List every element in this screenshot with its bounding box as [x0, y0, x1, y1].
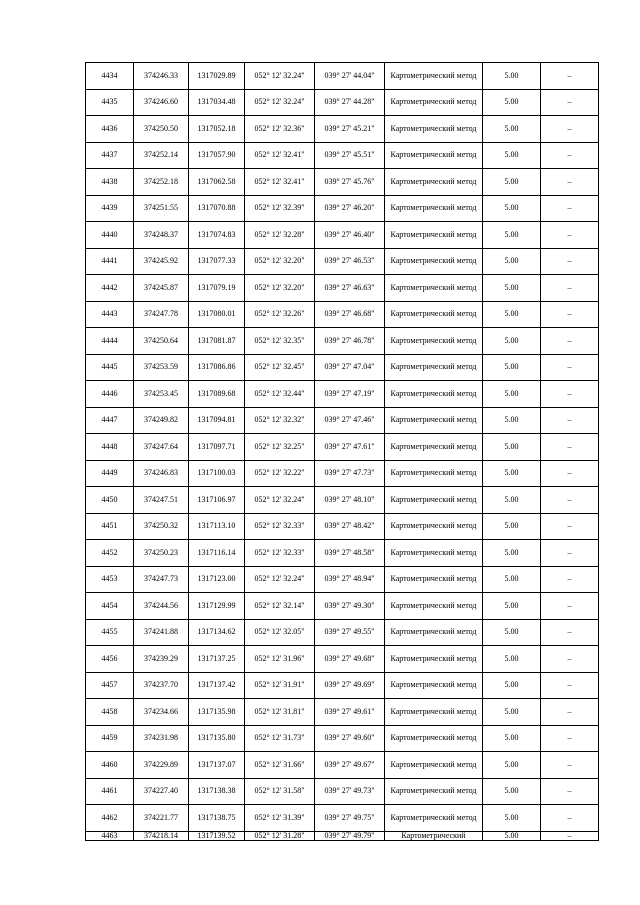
note-cell: – — [541, 460, 599, 487]
y-coordinate-cell: 1317116.14 — [189, 540, 245, 567]
accuracy-cell: 5.00 — [483, 275, 541, 302]
x-coordinate-cell: 374245.92 — [134, 248, 189, 275]
table-row — [86, 487, 599, 514]
x-coordinate-cell: 374252.14 — [134, 142, 189, 169]
table-row — [86, 513, 599, 540]
x-coordinate-cell: 374246.60 — [134, 89, 189, 116]
point-number-cell: 4451 — [86, 513, 134, 540]
coordinates-table — [85, 62, 599, 841]
accuracy-cell: 5.00 — [483, 354, 541, 381]
accuracy-cell: 5.00 — [483, 672, 541, 699]
method-cell: Картометрический метод — [385, 407, 483, 434]
accuracy-cell: 5.00 — [483, 778, 541, 805]
point-number-cell: 4453 — [86, 566, 134, 593]
method-cell: Картометрический метод — [385, 142, 483, 169]
longitude-cell: 039° 27' 47.19" — [315, 381, 385, 408]
point-number-cell: 4438 — [86, 169, 134, 196]
latitude-cell: 052° 12' 32.26" — [245, 301, 315, 328]
point-number-cell: 4462 — [86, 805, 134, 832]
accuracy-cell: 5.00 — [483, 699, 541, 726]
longitude-cell: 039° 27' 46.20" — [315, 195, 385, 222]
y-coordinate-cell: 1317089.68 — [189, 381, 245, 408]
accuracy-cell: 5.00 — [483, 460, 541, 487]
accuracy-cell: 5.00 — [483, 381, 541, 408]
point-number-cell: 4437 — [86, 142, 134, 169]
note-cell: – — [541, 778, 599, 805]
point-number-cell: 4441 — [86, 248, 134, 275]
y-coordinate-cell: 1317074.83 — [189, 222, 245, 249]
x-coordinate-cell: 374221.77 — [134, 805, 189, 832]
longitude-cell: 039° 27' 49.67" — [315, 752, 385, 779]
y-coordinate-cell: 1317138.38 — [189, 778, 245, 805]
longitude-cell: 039° 27' 47.73" — [315, 460, 385, 487]
point-number-cell: 4444 — [86, 328, 134, 355]
note-cell: – — [541, 619, 599, 646]
method-cell: Картометрический метод — [385, 699, 483, 726]
latitude-cell: 052° 12' 32.32" — [245, 407, 315, 434]
y-coordinate-cell: 1317077.33 — [189, 248, 245, 275]
method-cell: Картометрический метод — [385, 434, 483, 461]
accuracy-cell: 5.00 — [483, 566, 541, 593]
x-coordinate-cell: 374249.82 — [134, 407, 189, 434]
x-coordinate-cell: 374231.98 — [134, 725, 189, 752]
point-number-cell: 4439 — [86, 195, 134, 222]
accuracy-cell: 5.00 — [483, 487, 541, 514]
note-cell: – — [541, 328, 599, 355]
y-coordinate-cell: 1317135.80 — [189, 725, 245, 752]
table-row — [86, 116, 599, 143]
note-cell: – — [541, 354, 599, 381]
method-cell: Картометрический метод — [385, 646, 483, 673]
y-coordinate-cell: 1317057.90 — [189, 142, 245, 169]
latitude-cell: 052° 12' 32.33" — [245, 540, 315, 567]
point-number-cell: 4434 — [86, 63, 134, 90]
note-cell: – — [541, 142, 599, 169]
point-number-cell: 4454 — [86, 593, 134, 620]
x-coordinate-cell: 374247.78 — [134, 301, 189, 328]
y-coordinate-cell: 1317097.71 — [189, 434, 245, 461]
latitude-cell: 052° 12' 32.36" — [245, 116, 315, 143]
y-coordinate-cell: 1317052.18 — [189, 116, 245, 143]
accuracy-cell: 5.00 — [483, 142, 541, 169]
longitude-cell: 039° 27' 49.79" — [315, 831, 385, 840]
method-cell: Картометрический метод — [385, 672, 483, 699]
x-coordinate-cell: 374251.55 — [134, 195, 189, 222]
latitude-cell: 052° 12' 32.41" — [245, 169, 315, 196]
point-number-cell: 4463 — [86, 831, 134, 840]
point-number-cell: 4458 — [86, 699, 134, 726]
point-number-cell: 4445 — [86, 354, 134, 381]
method-cell: Картометрический метод — [385, 354, 483, 381]
method-cell: Картометрический метод — [385, 487, 483, 514]
longitude-cell: 039° 27' 48.10" — [315, 487, 385, 514]
longitude-cell: 039° 27' 45.21" — [315, 116, 385, 143]
method-cell: Картометрический метод — [385, 725, 483, 752]
x-coordinate-cell: 374227.40 — [134, 778, 189, 805]
method-cell: Картометрический метод — [385, 593, 483, 620]
latitude-cell: 052° 12' 32.24" — [245, 566, 315, 593]
y-coordinate-cell: 1317029.89 — [189, 63, 245, 90]
y-coordinate-cell: 1317070.88 — [189, 195, 245, 222]
table-row — [86, 222, 599, 249]
table-row — [86, 275, 599, 302]
note-cell: – — [541, 831, 599, 840]
x-coordinate-cell: 374253.59 — [134, 354, 189, 381]
method-cell: Картометрический метод — [385, 275, 483, 302]
latitude-cell: 052° 12' 31.96" — [245, 646, 315, 673]
latitude-cell: 052° 12' 32.14" — [245, 593, 315, 620]
accuracy-cell: 5.00 — [483, 301, 541, 328]
point-number-cell: 4456 — [86, 646, 134, 673]
latitude-cell: 052° 12' 32.45" — [245, 354, 315, 381]
note-cell: – — [541, 725, 599, 752]
longitude-cell: 039° 27' 46.63" — [315, 275, 385, 302]
longitude-cell: 039° 27' 49.55" — [315, 619, 385, 646]
table-row — [86, 540, 599, 567]
longitude-cell: 039° 27' 49.60" — [315, 725, 385, 752]
y-coordinate-cell: 1317137.25 — [189, 646, 245, 673]
point-number-cell: 4442 — [86, 275, 134, 302]
table-row — [86, 725, 599, 752]
accuracy-cell: 5.00 — [483, 725, 541, 752]
longitude-cell: 039° 27' 47.61" — [315, 434, 385, 461]
longitude-cell: 039° 27' 49.61" — [315, 699, 385, 726]
accuracy-cell: 5.00 — [483, 540, 541, 567]
y-coordinate-cell: 1317137.07 — [189, 752, 245, 779]
latitude-cell: 052° 12' 32.20" — [245, 248, 315, 275]
method-cell: Картометрический метод — [385, 752, 483, 779]
method-cell: Картометрический метод — [385, 63, 483, 90]
table-row — [86, 381, 599, 408]
latitude-cell: 052° 12' 31.73" — [245, 725, 315, 752]
longitude-cell: 039° 27' 49.73" — [315, 778, 385, 805]
x-coordinate-cell: 374250.32 — [134, 513, 189, 540]
note-cell: – — [541, 222, 599, 249]
y-coordinate-cell: 1317129.99 — [189, 593, 245, 620]
point-number-cell: 4449 — [86, 460, 134, 487]
point-number-cell: 4446 — [86, 381, 134, 408]
table-row — [86, 354, 599, 381]
table-row — [86, 593, 599, 620]
latitude-cell: 052° 12' 32.41" — [245, 142, 315, 169]
point-number-cell: 4435 — [86, 89, 134, 116]
accuracy-cell: 5.00 — [483, 646, 541, 673]
table-row — [86, 407, 599, 434]
y-coordinate-cell: 1317034.48 — [189, 89, 245, 116]
longitude-cell: 039° 27' 45.76" — [315, 169, 385, 196]
table-row — [86, 169, 599, 196]
longitude-cell: 039° 27' 47.46" — [315, 407, 385, 434]
note-cell: – — [541, 487, 599, 514]
latitude-cell: 052° 12' 32.25" — [245, 434, 315, 461]
point-number-cell: 4452 — [86, 540, 134, 567]
point-number-cell: 4459 — [86, 725, 134, 752]
latitude-cell: 052° 12' 32.33" — [245, 513, 315, 540]
accuracy-cell: 5.00 — [483, 593, 541, 620]
method-cell: Картометрический метод — [385, 805, 483, 832]
y-coordinate-cell: 1317080.01 — [189, 301, 245, 328]
latitude-cell: 052° 12' 32.35" — [245, 328, 315, 355]
point-number-cell: 4448 — [86, 434, 134, 461]
x-coordinate-cell: 374239.29 — [134, 646, 189, 673]
note-cell: – — [541, 195, 599, 222]
table-row — [86, 63, 599, 90]
latitude-cell: 052° 12' 31.81" — [245, 699, 315, 726]
x-coordinate-cell: 374250.64 — [134, 328, 189, 355]
note-cell: – — [541, 275, 599, 302]
latitude-cell: 052° 12' 32.05" — [245, 619, 315, 646]
y-coordinate-cell: 1317100.03 — [189, 460, 245, 487]
latitude-cell: 052° 12' 31.39" — [245, 805, 315, 832]
accuracy-cell: 5.00 — [483, 222, 541, 249]
accuracy-cell: 5.00 — [483, 89, 541, 116]
table-row — [86, 248, 599, 275]
table-row — [86, 672, 599, 699]
note-cell: – — [541, 301, 599, 328]
y-coordinate-cell: 1317094.81 — [189, 407, 245, 434]
longitude-cell: 039° 27' 44.04" — [315, 63, 385, 90]
y-coordinate-cell: 1317137.42 — [189, 672, 245, 699]
point-number-cell: 4447 — [86, 407, 134, 434]
latitude-cell: 052° 12' 31.66" — [245, 752, 315, 779]
note-cell: – — [541, 407, 599, 434]
table-row — [86, 831, 599, 840]
x-coordinate-cell: 374250.23 — [134, 540, 189, 567]
table-row — [86, 646, 599, 673]
method-cell: Картометрический метод — [385, 195, 483, 222]
latitude-cell: 052° 12' 32.24" — [245, 63, 315, 90]
note-cell: – — [541, 513, 599, 540]
longitude-cell: 039° 27' 47.04" — [315, 354, 385, 381]
note-cell: – — [541, 63, 599, 90]
table-row — [86, 778, 599, 805]
longitude-cell: 039° 27' 48.58" — [315, 540, 385, 567]
note-cell: – — [541, 169, 599, 196]
accuracy-cell: 5.00 — [483, 63, 541, 90]
latitude-cell: 052° 12' 32.28" — [245, 222, 315, 249]
y-coordinate-cell: 1317086.86 — [189, 354, 245, 381]
longitude-cell: 039° 27' 46.78" — [315, 328, 385, 355]
point-number-cell: 4457 — [86, 672, 134, 699]
accuracy-cell: 5.00 — [483, 434, 541, 461]
longitude-cell: 039° 27' 48.42" — [315, 513, 385, 540]
x-coordinate-cell: 374245.87 — [134, 275, 189, 302]
note-cell: – — [541, 434, 599, 461]
coordinates-table-page — [85, 62, 598, 841]
y-coordinate-cell: 1317135.98 — [189, 699, 245, 726]
accuracy-cell: 5.00 — [483, 513, 541, 540]
accuracy-cell: 5.00 — [483, 328, 541, 355]
accuracy-cell: 5.00 — [483, 407, 541, 434]
table-row — [86, 328, 599, 355]
note-cell: – — [541, 672, 599, 699]
method-cell: Картометрический метод — [385, 540, 483, 567]
x-coordinate-cell: 374253.45 — [134, 381, 189, 408]
y-coordinate-cell: 1317138.75 — [189, 805, 245, 832]
x-coordinate-cell: 374246.33 — [134, 63, 189, 90]
longitude-cell: 039° 27' 44.28" — [315, 89, 385, 116]
y-coordinate-cell: 1317113.10 — [189, 513, 245, 540]
point-number-cell: 4460 — [86, 752, 134, 779]
note-cell: – — [541, 699, 599, 726]
accuracy-cell: 5.00 — [483, 752, 541, 779]
point-number-cell: 4455 — [86, 619, 134, 646]
method-cell: Картометрический метод — [385, 301, 483, 328]
latitude-cell: 052° 12' 31.28" — [245, 831, 315, 840]
method-cell: Картометрический метод — [385, 169, 483, 196]
latitude-cell: 052° 12' 31.91" — [245, 672, 315, 699]
note-cell: – — [541, 381, 599, 408]
note-cell: – — [541, 116, 599, 143]
point-number-cell: 4450 — [86, 487, 134, 514]
y-coordinate-cell: 1317062.58 — [189, 169, 245, 196]
table-row — [86, 699, 599, 726]
note-cell: – — [541, 593, 599, 620]
longitude-cell: 039° 27' 49.30" — [315, 593, 385, 620]
method-cell: Картометрический метод — [385, 460, 483, 487]
method-cell: Картометрический метод — [385, 328, 483, 355]
x-coordinate-cell: 374218.14 — [134, 831, 189, 840]
table-row — [86, 89, 599, 116]
point-number-cell: 4443 — [86, 301, 134, 328]
method-cell: Картометрический метод — [385, 381, 483, 408]
accuracy-cell: 5.00 — [483, 116, 541, 143]
method-cell: Картометрический метод — [385, 89, 483, 116]
y-coordinate-cell: 1317139.52 — [189, 831, 245, 840]
x-coordinate-cell: 374241.88 — [134, 619, 189, 646]
method-cell: Картометрический метод — [385, 513, 483, 540]
longitude-cell: 039° 27' 48.94" — [315, 566, 385, 593]
point-number-cell: 4440 — [86, 222, 134, 249]
latitude-cell: 052° 12' 32.39" — [245, 195, 315, 222]
method-cell: Картометрический — [385, 831, 483, 840]
note-cell: – — [541, 566, 599, 593]
latitude-cell: 052° 12' 32.22" — [245, 460, 315, 487]
x-coordinate-cell: 374244.56 — [134, 593, 189, 620]
point-number-cell: 4436 — [86, 116, 134, 143]
accuracy-cell: 5.00 — [483, 619, 541, 646]
x-coordinate-cell: 374246.83 — [134, 460, 189, 487]
longitude-cell: 039° 27' 46.68" — [315, 301, 385, 328]
table-row — [86, 805, 599, 832]
method-cell: Картометрический метод — [385, 248, 483, 275]
x-coordinate-cell: 374247.64 — [134, 434, 189, 461]
x-coordinate-cell: 374234.66 — [134, 699, 189, 726]
accuracy-cell: 5.00 — [483, 195, 541, 222]
longitude-cell: 039° 27' 45.51" — [315, 142, 385, 169]
accuracy-cell: 5.00 — [483, 805, 541, 832]
table-body — [86, 63, 599, 841]
table-row — [86, 752, 599, 779]
longitude-cell: 039° 27' 46.53" — [315, 248, 385, 275]
latitude-cell: 052° 12' 31.58" — [245, 778, 315, 805]
latitude-cell: 052° 12' 32.24" — [245, 487, 315, 514]
y-coordinate-cell: 1317081.87 — [189, 328, 245, 355]
note-cell: – — [541, 248, 599, 275]
point-number-cell: 4461 — [86, 778, 134, 805]
method-cell: Картометрический метод — [385, 778, 483, 805]
table-row — [86, 619, 599, 646]
y-coordinate-cell: 1317134.62 — [189, 619, 245, 646]
table-row — [86, 301, 599, 328]
accuracy-cell: 5.00 — [483, 248, 541, 275]
note-cell: – — [541, 540, 599, 567]
x-coordinate-cell: 374248.37 — [134, 222, 189, 249]
method-cell: Картометрический метод — [385, 566, 483, 593]
longitude-cell: 039° 27' 49.75" — [315, 805, 385, 832]
note-cell: – — [541, 752, 599, 779]
longitude-cell: 039° 27' 46.40" — [315, 222, 385, 249]
table-row — [86, 195, 599, 222]
latitude-cell: 052° 12' 32.24" — [245, 89, 315, 116]
y-coordinate-cell: 1317106.97 — [189, 487, 245, 514]
x-coordinate-cell: 374250.50 — [134, 116, 189, 143]
x-coordinate-cell: 374237.70 — [134, 672, 189, 699]
x-coordinate-cell: 374247.51 — [134, 487, 189, 514]
longitude-cell: 039° 27' 49.69" — [315, 672, 385, 699]
method-cell: Картометрический метод — [385, 116, 483, 143]
table-row — [86, 434, 599, 461]
latitude-cell: 052° 12' 32.44" — [245, 381, 315, 408]
latitude-cell: 052° 12' 32.20" — [245, 275, 315, 302]
accuracy-cell: 5.00 — [483, 169, 541, 196]
table-row — [86, 566, 599, 593]
table-row — [86, 460, 599, 487]
note-cell: – — [541, 89, 599, 116]
y-coordinate-cell: 1317123.00 — [189, 566, 245, 593]
table-row — [86, 142, 599, 169]
longitude-cell: 039° 27' 49.68" — [315, 646, 385, 673]
y-coordinate-cell: 1317079.19 — [189, 275, 245, 302]
x-coordinate-cell: 374252.18 — [134, 169, 189, 196]
accuracy-cell: 5.00 — [483, 831, 541, 840]
x-coordinate-cell: 374247.73 — [134, 566, 189, 593]
method-cell: Картометрический метод — [385, 619, 483, 646]
x-coordinate-cell: 374229.89 — [134, 752, 189, 779]
method-cell: Картометрический метод — [385, 222, 483, 249]
note-cell: – — [541, 805, 599, 832]
note-cell: – — [541, 646, 599, 673]
